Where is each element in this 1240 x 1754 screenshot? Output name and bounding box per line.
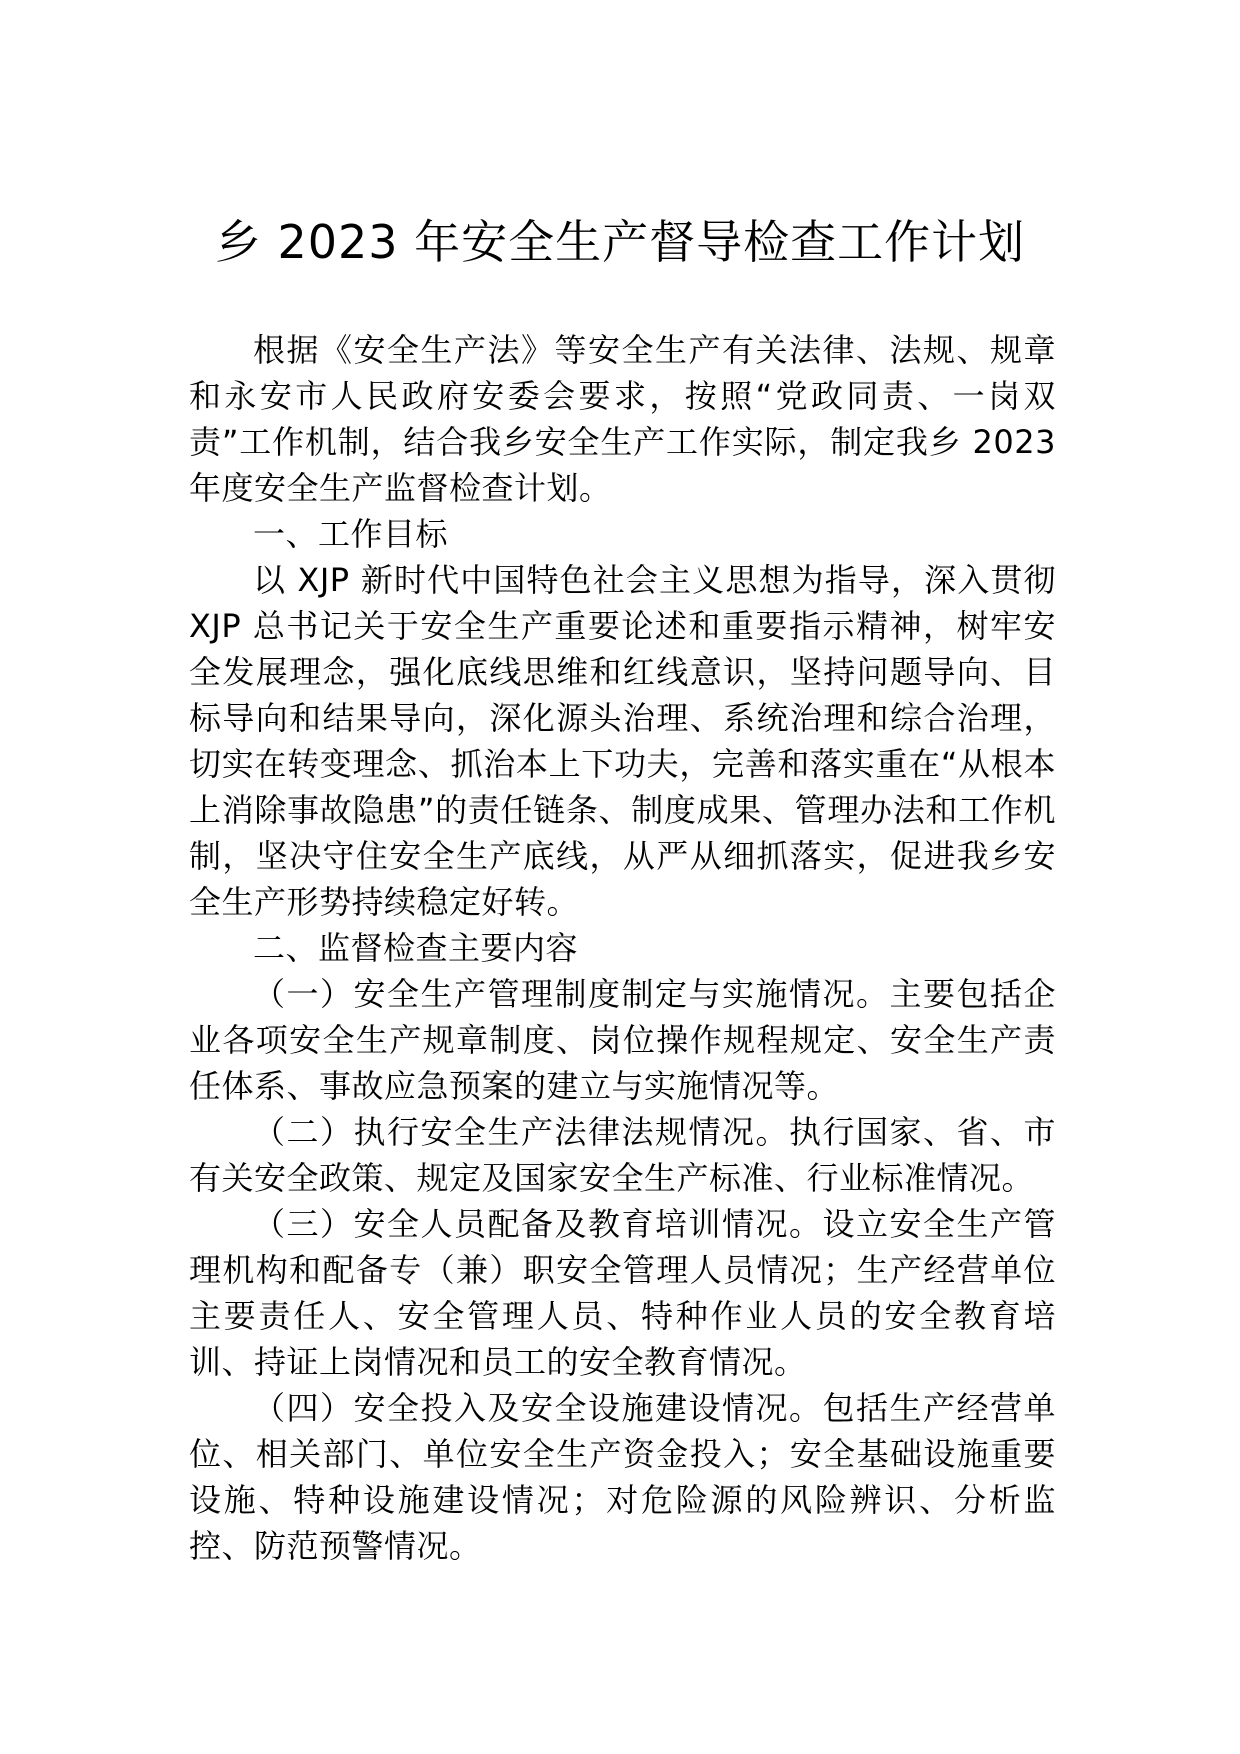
document-body <box>189 327 1056 1569</box>
section-heading-goals: 一、工作目标 <box>253 515 449 553</box>
inspection-item-2: （二）执行安全生产法律法规情况。执行国家、省、市有关安全政策、规定及国家安全生产标准、行业标准情况。 <box>189 1113 1056 1197</box>
goals-paragraph: 以 XJP 新时代中国特色社会主义思想为指导，深入贯彻 XJP 总书记关于安全生产重要论述和重要指示精神，树牢安全发展理念，强化底线思维和红线意识，坚持问题导向、目标导向和结果导向，深化源头治理、系统治理和综合治理，切实在转变理念、抓治本上下功夫，完善和落实重在“从根本上消除事故隐患”的责任链条、制度成果、管理办法和工作机制，坚决守住安全生产底线，从严从细抓落实，促进我乡安全生产形势持续稳定好转。 <box>189 561 1056 921</box>
document-title: 乡 2023 年安全生产督导检查工作计划 <box>214 215 1026 269</box>
inspection-item-3: （三）安全人员配备及教育培训情况。设立安全生产管理机构和配备专（兼）职安全管理人员情况；生产经营单位主要责任人、安全管理人员、特种作业人员的安全教育培训、持证上岗情况和员工的安全教育情况。 <box>189 1205 1056 1381</box>
section-heading-inspection-content: 二、监督检查主要内容 <box>253 929 579 967</box>
inspection-item-4: （四）安全投入及安全设施建设情况。包括生产经营单位、相关部门、单位安全生产资金投入；安全基础设施重要设施、特种设施建设情况；对危险源的风险辨识、分析监控、防范预警情况。 <box>189 1389 1056 1565</box>
intro-paragraph: 根据《安全生产法》等安全生产有关法律、法规、规章和永安市人民政府安委会要求，按照“党政同责、一岗双责”工作机制，结合我乡安全生产工作实际，制定我乡 2023 年度安全生产监督检查计划。 <box>189 331 1056 507</box>
inspection-item-1: （一）安全生产管理制度制定与实施情况。主要包括企业各项安全生产规章制度、岗位操作规程规定、安全生产责任体系、事故应急预案的建立与实施情况等。 <box>189 975 1056 1105</box>
